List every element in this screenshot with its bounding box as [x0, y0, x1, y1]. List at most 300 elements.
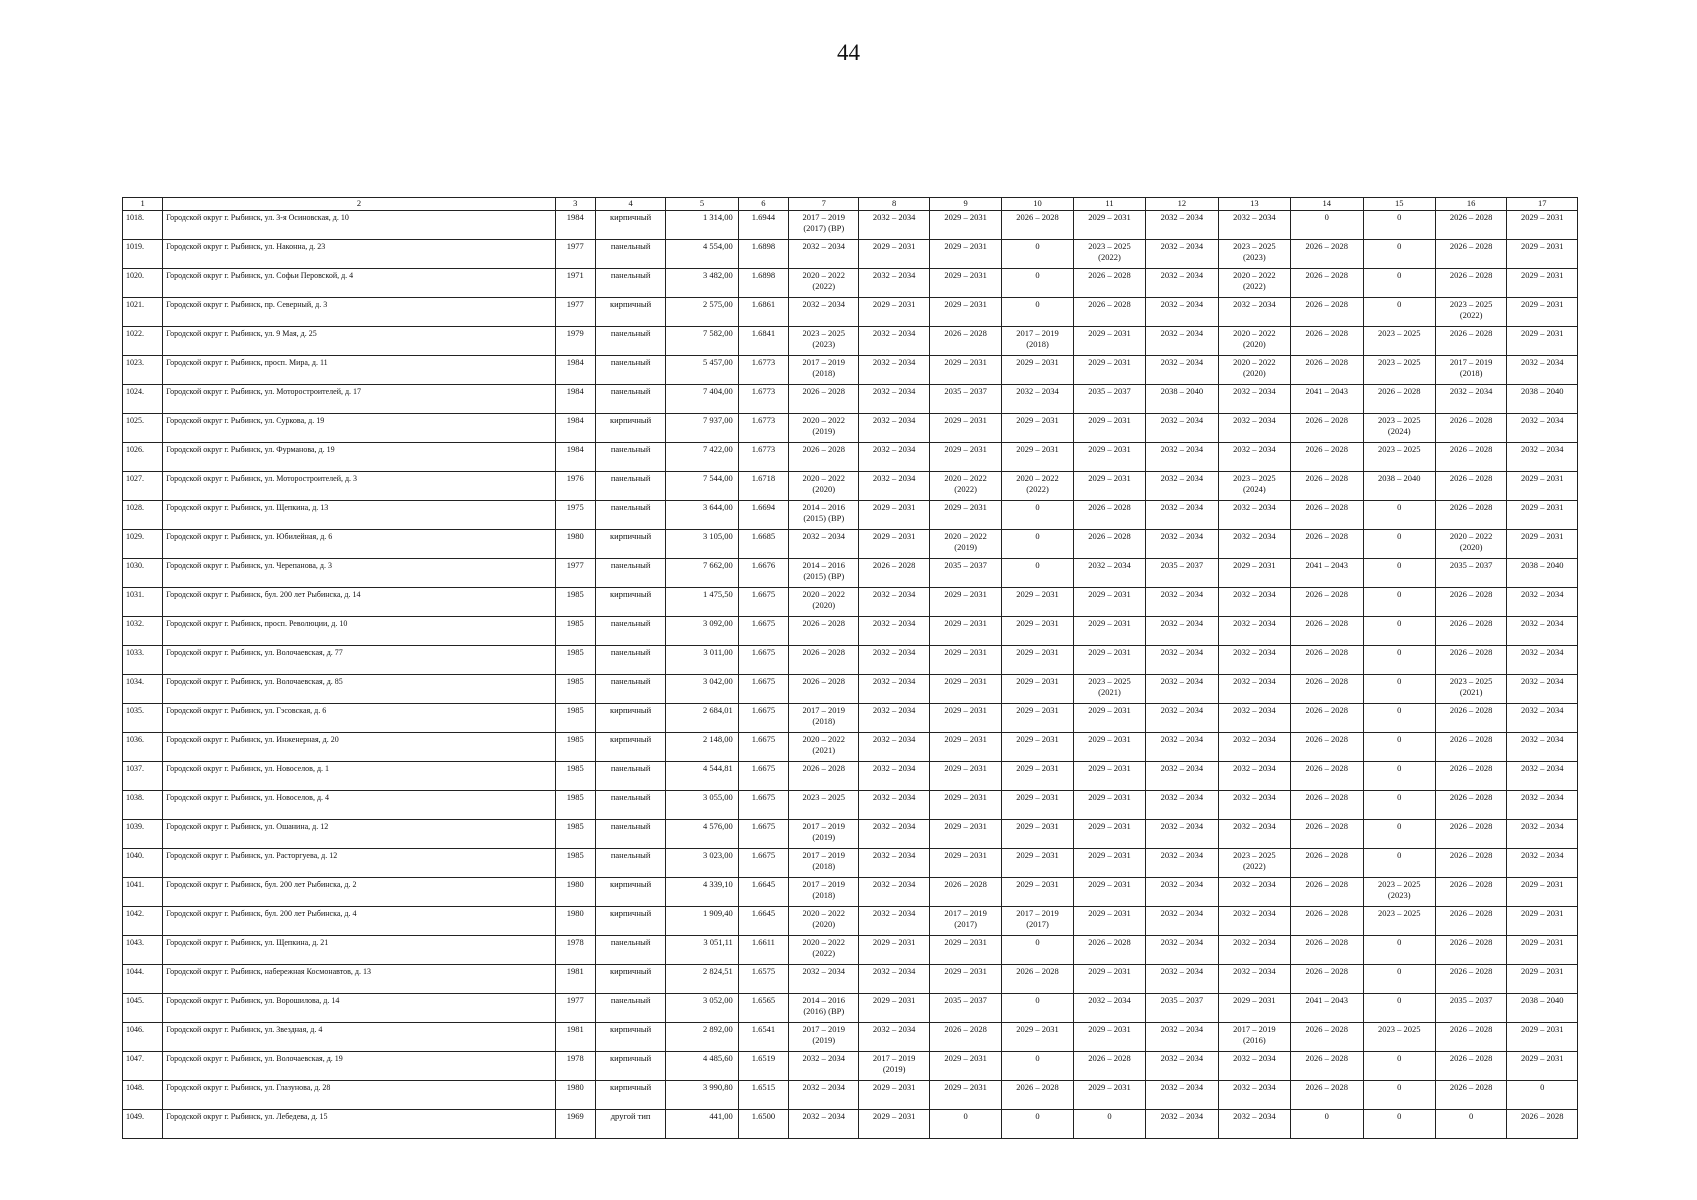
- page-number: 44: [837, 40, 860, 65]
- table-cell: Городской округ г. Рыбинск, ул. Волочаевская, д. 85: [163, 675, 555, 704]
- table-cell: 0: [1363, 791, 1435, 820]
- table-row: [123, 965, 1578, 994]
- table-cell: 2029 – 2031: [1002, 675, 1073, 704]
- table-cell: 2029 – 2031: [1073, 211, 1145, 240]
- table-cell: 1044.: [123, 965, 163, 994]
- table-cell: 2029 – 2031: [1002, 849, 1073, 878]
- table-cell: 2029 – 2031: [929, 588, 1001, 617]
- table-cell: 2032 – 2034: [859, 646, 929, 675]
- table-cell: 1.6898: [738, 240, 788, 269]
- table-cell: 2035 – 2037: [929, 559, 1001, 588]
- table-cell: Городской округ г. Рыбинск, просп. Мира, д. 11: [163, 356, 555, 385]
- table-cell: Городской округ г. Рыбинск, ул. Лебедева, д. 15: [163, 1110, 555, 1139]
- table-cell: 2023 – 2025: [789, 791, 859, 820]
- table-cell: 2029 – 2031: [1002, 1023, 1073, 1052]
- table-cell: 1985: [555, 791, 595, 820]
- table-cell: 1.6611: [738, 936, 788, 965]
- table-cell: 1.6898: [738, 269, 788, 298]
- table-cell: 2032 – 2034: [859, 878, 929, 907]
- table-cell: 0: [1363, 559, 1435, 588]
- table-cell: 2029 – 2031: [929, 240, 1001, 269]
- table-cell: 2020 – 2022 (2020): [789, 907, 859, 936]
- table-cell: 2032 – 2034: [1218, 907, 1290, 936]
- table-cell: Городской округ г. Рыбинск, ул. Юбилейная, д. 6: [163, 530, 555, 559]
- table-cell: 2029 – 2031: [929, 675, 1001, 704]
- table-cell: 2032 – 2034: [1507, 617, 1578, 646]
- table-cell: Городской округ г. Рыбинск, ул. Моторостроителей, д. 3: [163, 472, 555, 501]
- table-cell: 1985: [555, 762, 595, 791]
- table-cell: 1.6676: [738, 559, 788, 588]
- table-cell: 1985: [555, 617, 595, 646]
- table-cell: 2032 – 2034: [1146, 762, 1218, 791]
- table-cell: 1022.: [123, 327, 163, 356]
- table-cell: 2029 – 2031: [929, 733, 1001, 762]
- table-cell: 2023 – 2025 (2023): [1363, 878, 1435, 907]
- table-cell: 2032 – 2034: [1073, 994, 1145, 1023]
- table-cell: 2026 – 2028: [1435, 646, 1506, 675]
- column-header: 5: [666, 198, 738, 211]
- table-cell: 1.6841: [738, 327, 788, 356]
- table-cell: 1.6675: [738, 791, 788, 820]
- table-row: [123, 820, 1578, 849]
- table-cell: 2026 – 2028: [1435, 1023, 1506, 1052]
- table-cell: 2032 – 2034: [1146, 240, 1218, 269]
- table-cell: 2029 – 2031: [929, 269, 1001, 298]
- table-cell: 2026 – 2028: [1291, 936, 1363, 965]
- table-cell: 0: [1363, 994, 1435, 1023]
- table-cell: кирпичный: [595, 1023, 665, 1052]
- table-cell: 2023 – 2025: [1363, 356, 1435, 385]
- table-cell: 2020 – 2022 (2020): [1218, 356, 1290, 385]
- table-cell: 2026 – 2028: [859, 559, 929, 588]
- table-cell: 2014 – 2016 (2016) (ВР): [789, 994, 859, 1023]
- table-cell: 2029 – 2031: [929, 704, 1001, 733]
- table-cell: 0: [1291, 1110, 1363, 1139]
- table-cell: 2026 – 2028: [1291, 1023, 1363, 1052]
- table-cell: 2029 – 2031: [929, 646, 1001, 675]
- table-cell: 2032 – 2034: [859, 965, 929, 994]
- table-cell: Городской округ г. Рыбинск, ул. Инженерная, д. 20: [163, 733, 555, 762]
- table-cell: 2029 – 2031: [929, 443, 1001, 472]
- table-cell: 2029 – 2031: [1507, 1023, 1578, 1052]
- table-row: [123, 443, 1578, 472]
- table-cell: 2029 – 2031: [1002, 356, 1073, 385]
- table-cell: 2029 – 2031: [1073, 327, 1145, 356]
- table-cell: 1.6565: [738, 994, 788, 1023]
- table-cell: панельный: [595, 849, 665, 878]
- table-cell: 2038 – 2040: [1507, 385, 1578, 414]
- table-cell: 2029 – 2031: [1507, 1052, 1578, 1081]
- table-cell: 0: [1363, 269, 1435, 298]
- column-header: 15: [1363, 198, 1435, 211]
- table-cell: 2032 – 2034: [1218, 733, 1290, 762]
- table-row: [123, 1081, 1578, 1110]
- table-cell: 2026 – 2028: [1291, 965, 1363, 994]
- table-cell: 2035 – 2037: [1073, 385, 1145, 414]
- table-cell: 2032 – 2034: [859, 443, 929, 472]
- column-header: 12: [1146, 198, 1218, 211]
- table-cell: 1977: [555, 994, 595, 1023]
- table-cell: 0: [1291, 211, 1363, 240]
- table-cell: 2026 – 2028: [1435, 936, 1506, 965]
- table-row: [123, 675, 1578, 704]
- table-cell: панельный: [595, 443, 665, 472]
- table-cell: Городской округ г. Рыбинск, ул. Глазунова, д. 28: [163, 1081, 555, 1110]
- table-cell: 1.6515: [738, 1081, 788, 1110]
- table-cell: 2032 – 2034: [859, 385, 929, 414]
- table-cell: 1980: [555, 907, 595, 936]
- table-cell: 2032 – 2034: [1218, 878, 1290, 907]
- table-cell: 2032 – 2034: [1146, 936, 1218, 965]
- table-cell: 2032 – 2034: [1507, 646, 1578, 675]
- table-cell: 2032 – 2034: [1146, 1023, 1218, 1052]
- table-cell: 2029 – 2031: [1073, 965, 1145, 994]
- table-cell: 0: [1002, 994, 1073, 1023]
- table-cell: 2032 – 2034: [1146, 414, 1218, 443]
- table-cell: 2023 – 2025 (2022): [1073, 240, 1145, 269]
- table-cell: 2026 – 2028: [789, 762, 859, 791]
- table-cell: 1019.: [123, 240, 163, 269]
- table-cell: 3 051,11: [666, 936, 738, 965]
- table-cell: 2026 – 2028: [789, 385, 859, 414]
- table-cell: 2029 – 2031: [1073, 791, 1145, 820]
- table-cell: 1031.: [123, 588, 163, 617]
- table-cell: 2026 – 2028: [1073, 936, 1145, 965]
- table-cell: 2020 – 2022 (2019): [929, 530, 1001, 559]
- table-cell: 2029 – 2031: [1507, 240, 1578, 269]
- table-cell: 2029 – 2031: [1507, 269, 1578, 298]
- table-cell: 1035.: [123, 704, 163, 733]
- table-cell: 2035 – 2037: [1435, 559, 1506, 588]
- table-cell: 1.6675: [738, 588, 788, 617]
- table-cell: 2029 – 2031: [1507, 878, 1578, 907]
- table-cell: 4 554,00: [666, 240, 738, 269]
- table-cell: Городской округ г. Рыбинск, ул. Софьи Перовской, д. 4: [163, 269, 555, 298]
- table-cell: 2026 – 2028: [1291, 356, 1363, 385]
- table-cell: 2032 – 2034: [1146, 733, 1218, 762]
- table-cell: 2017 – 2019 (2018): [789, 356, 859, 385]
- table-cell: 2029 – 2031: [1073, 907, 1145, 936]
- table-cell: 2032 – 2034: [859, 675, 929, 704]
- table-cell: 0: [1363, 211, 1435, 240]
- table-cell: кирпичный: [595, 414, 665, 443]
- table-cell: 2032 – 2034: [1218, 530, 1290, 559]
- table-cell: 1979: [555, 327, 595, 356]
- table-cell: 2026 – 2028: [1435, 240, 1506, 269]
- table-cell: 2035 – 2037: [929, 994, 1001, 1023]
- table-cell: панельный: [595, 559, 665, 588]
- table-cell: 2032 – 2034: [1146, 965, 1218, 994]
- table-cell: 1030.: [123, 559, 163, 588]
- table-cell: 2029 – 2031: [1073, 472, 1145, 501]
- table-cell: 2032 – 2034: [1146, 820, 1218, 849]
- table-cell: 2026 – 2028: [1435, 907, 1506, 936]
- table-cell: 2032 – 2034: [789, 1110, 859, 1139]
- table-cell: 2032 – 2034: [1507, 675, 1578, 704]
- table-cell: 2026 – 2028: [1435, 588, 1506, 617]
- table-cell: 2032 – 2034: [1146, 269, 1218, 298]
- table-cell: 2020 – 2022 (2022): [789, 269, 859, 298]
- table-cell: 2026 – 2028: [1291, 1081, 1363, 1110]
- table-cell: 2026 – 2028: [1291, 820, 1363, 849]
- table-cell: 2032 – 2034: [859, 762, 929, 791]
- table-cell: панельный: [595, 501, 665, 530]
- table-row: [123, 704, 1578, 733]
- table-cell: 2032 – 2034: [789, 1081, 859, 1110]
- table-cell: 1.6500: [738, 1110, 788, 1139]
- table-cell: 2026 – 2028: [1073, 1052, 1145, 1081]
- table-cell: кирпичный: [595, 878, 665, 907]
- table-cell: 0: [1002, 530, 1073, 559]
- table-cell: 2029 – 2031: [1002, 588, 1073, 617]
- table-cell: 1985: [555, 820, 595, 849]
- table-cell: 2026 – 2028: [1291, 617, 1363, 646]
- table-cell: 3 011,00: [666, 646, 738, 675]
- table-cell: 2029 – 2031: [929, 820, 1001, 849]
- table-cell: 2026 – 2028: [1291, 414, 1363, 443]
- table-cell: 0: [1363, 820, 1435, 849]
- table-cell: 1041.: [123, 878, 163, 907]
- table-cell: 2026 – 2028: [1435, 878, 1506, 907]
- table-cell: 1980: [555, 878, 595, 907]
- table-row: [123, 762, 1578, 791]
- table-cell: панельный: [595, 762, 665, 791]
- table-cell: 1037.: [123, 762, 163, 791]
- table-cell: 2032 – 2034: [1146, 1110, 1218, 1139]
- table-cell: 1981: [555, 1023, 595, 1052]
- table-cell: панельный: [595, 936, 665, 965]
- table-cell: 2017 – 2019 (2018): [1002, 327, 1073, 356]
- table-cell: 2026 – 2028: [1291, 240, 1363, 269]
- table-cell: 2020 – 2022 (2020): [789, 588, 859, 617]
- table-cell: 0: [1363, 675, 1435, 704]
- table-cell: 1.6944: [738, 211, 788, 240]
- table-cell: 1985: [555, 675, 595, 704]
- column-header: 8: [859, 198, 929, 211]
- table-cell: 1984: [555, 414, 595, 443]
- table-cell: 2 824,51: [666, 965, 738, 994]
- table-cell: 1980: [555, 1081, 595, 1110]
- column-header: 14: [1291, 198, 1363, 211]
- table-cell: 0: [1363, 240, 1435, 269]
- table-cell: 2026 – 2028: [1291, 646, 1363, 675]
- table-cell: 1985: [555, 588, 595, 617]
- table-cell: 2026 – 2028: [929, 1023, 1001, 1052]
- table-cell: 2032 – 2034: [1507, 791, 1578, 820]
- table-cell: Городской округ г. Рыбинск, ул. Щепкина, д. 13: [163, 501, 555, 530]
- table-cell: 2029 – 2031: [1507, 472, 1578, 501]
- table-cell: 2023 – 2025 (2024): [1363, 414, 1435, 443]
- table-cell: кирпичный: [595, 1052, 665, 1081]
- table-cell: 1033.: [123, 646, 163, 675]
- table-cell: 2032 – 2034: [1146, 675, 1218, 704]
- table-cell: Городской округ г. Рыбинск, набережная Космонавтов, д. 13: [163, 965, 555, 994]
- table-row: [123, 269, 1578, 298]
- table-cell: 2032 – 2034: [1146, 791, 1218, 820]
- table-cell: 2032 – 2034: [1146, 298, 1218, 327]
- table-cell: 2032 – 2034: [1218, 1081, 1290, 1110]
- table-cell: 0: [1002, 240, 1073, 269]
- table-cell: 2026 – 2028: [1435, 820, 1506, 849]
- table-cell: 1985: [555, 646, 595, 675]
- table-cell: 2026 – 2028: [1291, 501, 1363, 530]
- table-cell: 2026 – 2028: [1435, 472, 1506, 501]
- table-cell: 1048.: [123, 1081, 163, 1110]
- table-cell: 2029 – 2031: [929, 501, 1001, 530]
- table-cell: 2026 – 2028: [1507, 1110, 1578, 1139]
- table-cell: 2029 – 2031: [929, 762, 1001, 791]
- table-cell: 1046.: [123, 1023, 163, 1052]
- table-row: [123, 385, 1578, 414]
- table-cell: 2026 – 2028: [1291, 733, 1363, 762]
- table-cell: 2032 – 2034: [1507, 704, 1578, 733]
- table-row: [123, 240, 1578, 269]
- table-cell: панельный: [595, 240, 665, 269]
- table-cell: панельный: [595, 327, 665, 356]
- table-cell: Городской округ г. Рыбинск, ул. Фурманова, д. 19: [163, 443, 555, 472]
- table-cell: 1984: [555, 443, 595, 472]
- table-cell: Городской округ г. Рыбинск, ул. Ворошилова, д. 14: [163, 994, 555, 1023]
- table-cell: Городской округ г. Рыбинск, ул. 3-я Осиновская, д. 10: [163, 211, 555, 240]
- table-cell: 1.6675: [738, 704, 788, 733]
- table-cell: 2032 – 2034: [859, 327, 929, 356]
- table-cell: кирпичный: [595, 211, 665, 240]
- table-cell: 2026 – 2028: [1291, 791, 1363, 820]
- table-cell: 2029 – 2031: [1002, 733, 1073, 762]
- table-cell: 0: [1363, 1081, 1435, 1110]
- table-cell: 2029 – 2031: [1073, 1023, 1145, 1052]
- table-cell: 0: [1363, 617, 1435, 646]
- table-cell: кирпичный: [595, 298, 665, 327]
- table-cell: 2032 – 2034: [789, 240, 859, 269]
- table-cell: кирпичный: [595, 733, 665, 762]
- table-cell: 2032 – 2034: [1146, 356, 1218, 385]
- table-cell: 2029 – 2031: [1507, 211, 1578, 240]
- table-cell: 1028.: [123, 501, 163, 530]
- table-cell: 1018.: [123, 211, 163, 240]
- table-cell: 4 544,81: [666, 762, 738, 791]
- table-cell: Городской округ г. Рыбинск, просп. Революции, д. 10: [163, 617, 555, 646]
- table-cell: 2 684,01: [666, 704, 738, 733]
- table-cell: 3 092,00: [666, 617, 738, 646]
- table-cell: 2023 – 2025 (2023): [1218, 240, 1290, 269]
- table-cell: 441,00: [666, 1110, 738, 1139]
- table-cell: 1.6675: [738, 617, 788, 646]
- table-cell: 1.6675: [738, 849, 788, 878]
- table-cell: 0: [1002, 298, 1073, 327]
- table-cell: 1.6675: [738, 762, 788, 791]
- table-cell: 2029 – 2031: [929, 936, 1001, 965]
- table-cell: панельный: [595, 472, 665, 501]
- table-cell: 1043.: [123, 936, 163, 965]
- table-cell: 2020 – 2022 (2022): [789, 936, 859, 965]
- table-cell: 1029.: [123, 530, 163, 559]
- table-cell: кирпичный: [595, 907, 665, 936]
- table-cell: 0: [1363, 936, 1435, 965]
- table-cell: кирпичный: [595, 965, 665, 994]
- table-cell: 2029 – 2031: [1073, 443, 1145, 472]
- table-cell: 3 644,00: [666, 501, 738, 530]
- table-cell: 2026 – 2028: [1435, 269, 1506, 298]
- table-cell: 2017 – 2019 (2017): [1002, 907, 1073, 936]
- table-cell: 2023 – 2025 (2024): [1218, 472, 1290, 501]
- table-cell: 2032 – 2034: [859, 472, 929, 501]
- table-cell: 2029 – 2031: [1002, 646, 1073, 675]
- table-cell: Городской округ г. Рыбинск, ул. Ошанина, д. 12: [163, 820, 555, 849]
- table-cell: 0: [1002, 936, 1073, 965]
- table-cell: 2032 – 2034: [1146, 211, 1218, 240]
- table-cell: 2032 – 2034: [1507, 356, 1578, 385]
- table-cell: 2035 – 2037: [1146, 559, 1218, 588]
- table-cell: 2026 – 2028: [1291, 588, 1363, 617]
- table-row: [123, 501, 1578, 530]
- table-cell: 2029 – 2031: [929, 617, 1001, 646]
- table-cell: 0: [1002, 559, 1073, 588]
- table-cell: 2032 – 2034: [1507, 762, 1578, 791]
- table-cell: кирпичный: [595, 588, 665, 617]
- table-cell: 2023 – 2025 (2022): [1435, 298, 1506, 327]
- table-cell: 2035 – 2037: [1435, 994, 1506, 1023]
- table-cell: 4 576,00: [666, 820, 738, 849]
- table-cell: 2029 – 2031: [859, 240, 929, 269]
- table-cell: 1977: [555, 559, 595, 588]
- table-cell: 1 475,50: [666, 588, 738, 617]
- table-cell: 2032 – 2034: [1146, 501, 1218, 530]
- table-cell: 2026 – 2028: [1435, 704, 1506, 733]
- table-cell: 2032 – 2034: [1146, 327, 1218, 356]
- table-cell: 2017 – 2019 (2017) (ВР): [789, 211, 859, 240]
- table-cell: 2032 – 2034: [859, 791, 929, 820]
- table-cell: 2020 – 2022 (2019): [789, 414, 859, 443]
- table-cell: 2026 – 2028: [929, 878, 1001, 907]
- table-cell: Городской округ г. Рыбинск, ул. Черепанова, д. 3: [163, 559, 555, 588]
- table-cell: 2029 – 2031: [1002, 791, 1073, 820]
- table-cell: 2026 – 2028: [1435, 443, 1506, 472]
- table-cell: 2029 – 2031: [929, 1052, 1001, 1081]
- table-cell: 2032 – 2034: [1218, 211, 1290, 240]
- table-cell: Городской округ г. Рыбинск, ул. Волочаевская, д. 77: [163, 646, 555, 675]
- table-cell: 2029 – 2031: [1002, 878, 1073, 907]
- table-cell: 1027.: [123, 472, 163, 501]
- table-cell: 1.6773: [738, 443, 788, 472]
- table-cell: 2026 – 2028: [1291, 1052, 1363, 1081]
- table-row: [123, 211, 1578, 240]
- table-cell: 2032 – 2034: [1218, 385, 1290, 414]
- table-cell: 1 909,40: [666, 907, 738, 936]
- table-cell: 2026 – 2028: [789, 617, 859, 646]
- table-cell: 2029 – 2031: [1073, 762, 1145, 791]
- table-cell: 2026 – 2028: [1291, 878, 1363, 907]
- table-cell: 2029 – 2031: [929, 791, 1001, 820]
- table-cell: 2023 – 2025 (2023): [789, 327, 859, 356]
- table-row: [123, 646, 1578, 675]
- table-cell: 2032 – 2034: [1218, 1110, 1290, 1139]
- table-cell: 2026 – 2028: [789, 646, 859, 675]
- table-cell: 2029 – 2031: [1073, 820, 1145, 849]
- table-cell: 2026 – 2028: [1291, 298, 1363, 327]
- table-cell: 0: [929, 1110, 1001, 1139]
- column-header: 13: [1218, 198, 1290, 211]
- table-cell: 2029 – 2031: [929, 414, 1001, 443]
- table-cell: Городской округ г. Рыбинск, ул. Наконна, д. 23: [163, 240, 555, 269]
- table-cell: 1978: [555, 1052, 595, 1081]
- table-cell: 2032 – 2034: [1146, 849, 1218, 878]
- table-cell: 2020 – 2022 (2020): [789, 472, 859, 501]
- table-cell: 2 892,00: [666, 1023, 738, 1052]
- table-cell: 4 339,10: [666, 878, 738, 907]
- table-cell: 2017 – 2019 (2018): [789, 878, 859, 907]
- column-header: 2: [163, 198, 555, 211]
